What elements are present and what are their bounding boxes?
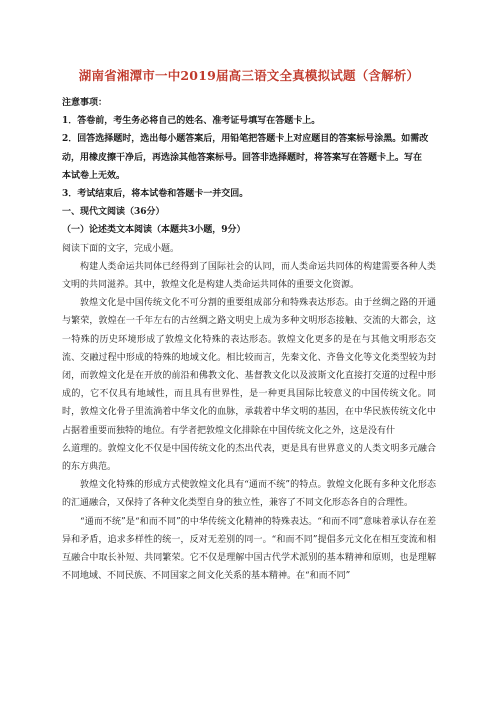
notice-heading: 注意事项： (62, 98, 108, 108)
body-paragraph: 敦煌文化是中国传统文化不可分割的重要组成部分和特殊表达形态。由于丝绸之路的开通与繁荣，敦煌在一千年左右的古丝绸之路文明史上成为多种文明形态接触、交流的大都会，这一特殊的历史环境形成了敦煌文化特殊的表达形态。敦煌文化更多的是在与其他文明形态交流、交融过程中形成的特殊的地域文化。相比较而言，先秦文化、齐鲁文化等文化类型较为封闭，而敦煌文化是在开放的前沿和佛教文化、基督教文化以及波斯文化直接打交道的过程中形成的，它不仅具有地域性，而且具有世界性，是一种更具国际比较意义的中国传统文化。同时，敦煌文化骨子里流淌着中华文化的血脉，承载着中华文明的基因，在中华民族传统文化中占据着重要而独特的地位。有学者把敦煌文化排除在中国传统文化之外，这是没有什 (62, 298, 436, 436)
body-paragraph: 么道理的。敦煌文化不仅是中国传统文化的杰出代表，更是具有世界意义的人类文明多元融合的东方典范。 (62, 443, 436, 473)
notice-item: 1．答卷前，考生务必将自己的姓名、准考证号填写在答题卡上。 (62, 116, 321, 127)
notice-item: 2．回答选择题时，选出每小题答案后，用铅笔把答题卡上对应题目的答案标号涂黑。如需改 (62, 134, 429, 145)
body-paragraph: “通而不统”是“和而不同”的中华传统文化精神的特殊表达。“和而不同”意味着承认存在差异和矛盾，追求多样性的统一，反对无差别的同一。“和而不同”提倡多元文化在相互变流和相互融合中取长补短、共同繁荣。它不仅是理解中国古代学术派别的基本精神和原则，也是理解不同地域、不同民族、不同国家之间文化关系的基本精神。在“和而不同” (62, 516, 436, 582)
body-paragraph: 敦煌文化特殊的形成方式使敦煌文化具有“通而不统”的特点。敦煌文化既有多种文化形态的汇通融合，又保持了各种文化类型自身的独立性，兼容了不同文化形态各自的合理性。 (62, 480, 436, 509)
section-heading: 一、现代文阅读（36分） (62, 207, 165, 218)
document-title: 湖南省湘潭市一中2019届高三语文全真模拟试题（含解析） (78, 68, 420, 83)
notice-item: 动，用橡皮擦干净后，再选涂其他答案标号。回答非选择题时，将答案写在答题卡上。写在 (62, 152, 423, 163)
instruction-text: 阅读下面的文字，完成小题。 (62, 243, 180, 254)
subsection-heading: （一）论述类文本阅读（本题共3小题，9分） (62, 225, 246, 236)
body-paragraph: 构建人类命运共同体已经得到了国际社会的认同，而人类命运共同体的构建需要各种人类文明的共同滋养。其中，敦煌文化是构建人类命运共同体的重要文化资源。 (62, 261, 436, 291)
notice-item: 3．考试结束后，将本试卷和答题卡一并交回。 (62, 189, 249, 200)
notice-item: 本试卷上无效。 (62, 170, 126, 181)
